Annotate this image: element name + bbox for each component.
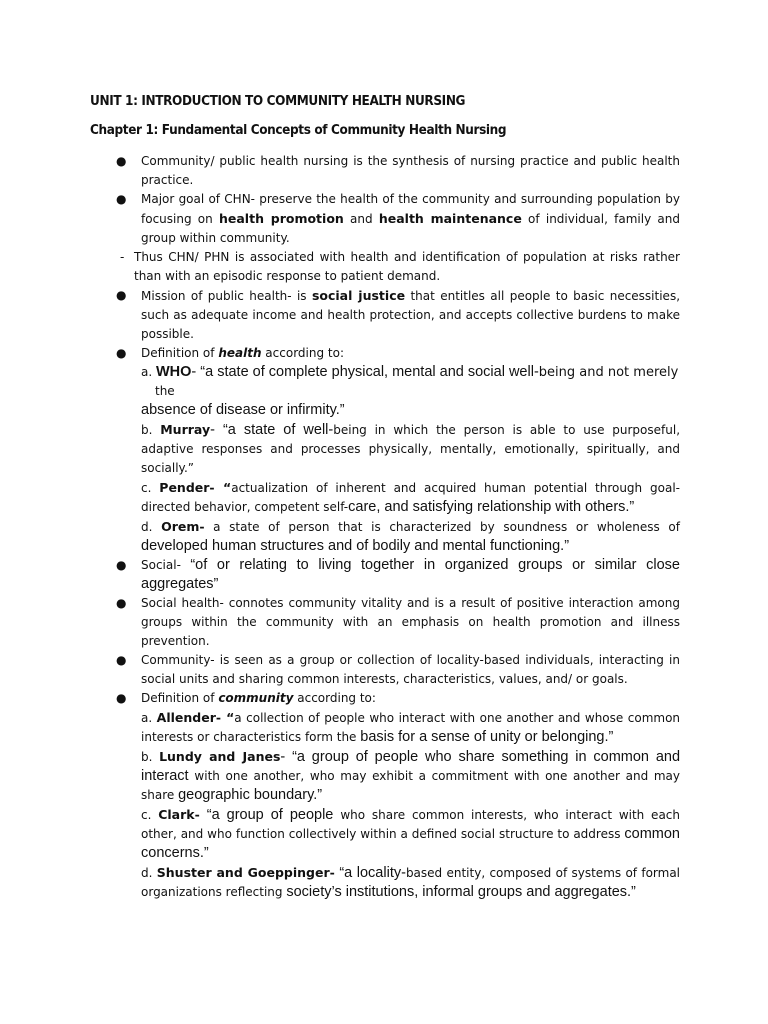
item-text: Social- bbox=[141, 558, 191, 572]
definition-text: developed human structures and of bodily and mental functioning.” bbox=[141, 538, 570, 554]
definition-letter: d. bbox=[141, 520, 162, 534]
bullet-icon: ● bbox=[116, 346, 127, 360]
definition-letter: b. bbox=[141, 750, 160, 764]
item-text: Social health- connotes community vitality and is a result of positive interaction among groups within the community with an emphasis on health promotion and illness prevention. bbox=[141, 596, 680, 648]
highlight-term: health maintenance bbox=[378, 211, 522, 226]
definition-text: absence of disease or infirmity.” bbox=[141, 402, 345, 418]
definition-author: Pender- “ bbox=[159, 480, 232, 495]
definition-text: based entity, composed of systems of formal organizations reflecting bbox=[141, 866, 681, 899]
definition-author: Shuster and Goeppinger- bbox=[156, 865, 335, 880]
definition-text: basis for a sense of unity or belonging.” bbox=[360, 729, 614, 745]
definition-author: Clark- bbox=[158, 807, 200, 822]
item-text: “of or relating to living together in organized groups or similar close aggregates” bbox=[141, 557, 680, 592]
list-item bbox=[116, 651, 680, 689]
list-item bbox=[116, 190, 680, 248]
definition-murray bbox=[116, 420, 680, 478]
definition-text: being and not merely bbox=[538, 365, 679, 380]
item-text: Definition of bbox=[141, 691, 219, 705]
definition-text: society’s institutions, informal groups and aggregates.” bbox=[286, 884, 636, 900]
item-text: according to: bbox=[293, 691, 376, 705]
highlight-term: social justice bbox=[311, 288, 406, 303]
list-item bbox=[116, 248, 680, 286]
list-item bbox=[116, 286, 680, 344]
definition-text: care, and satisfying relationship with others.” bbox=[348, 499, 635, 515]
definition-text: the bbox=[155, 384, 175, 398]
definition-allender bbox=[116, 708, 680, 747]
bullet-icon: ● bbox=[116, 192, 127, 206]
bullet-icon: ● bbox=[116, 154, 127, 168]
definition-author: Lundy and Janes bbox=[159, 749, 281, 764]
bullet-icon: ● bbox=[116, 653, 127, 667]
bullet-icon: ● bbox=[116, 558, 127, 572]
definition-letter: c. bbox=[141, 481, 160, 495]
definition-orem bbox=[116, 517, 680, 556]
bullet-icon: ● bbox=[116, 691, 127, 705]
item-text: and bbox=[343, 212, 379, 226]
chapter-title: Chapter 1: Fundamental Concepts of Community Health Nursing bbox=[90, 123, 507, 138]
item-text: Community- is seen as a group or collection of locality-based individuals, interacting in social units and sharing common interests, characteristics, values, and/ or goals. bbox=[141, 653, 680, 686]
item-text: Community/ public health nursing is the synthesis of nursing practice and public health practice. bbox=[141, 154, 680, 187]
highlight-term: health bbox=[218, 346, 262, 360]
definition-text: who share common interests, who interact with each other, and who function collectively within a defined social structure to address bbox=[141, 808, 680, 841]
list-item bbox=[116, 152, 680, 190]
bullet-icon: ● bbox=[116, 288, 127, 302]
definition-text: actualization of inherent and acquired human potential through goal-directed behavior, competent self- bbox=[141, 481, 680, 514]
definition-text: - “a state of complete physical, mental and social well- bbox=[191, 364, 539, 380]
definition-text: geographic boundary.” bbox=[178, 787, 323, 803]
dash-marker: - bbox=[120, 250, 125, 264]
definition-text: - “a state of well- bbox=[210, 422, 334, 438]
definition-text: a state of person that is characterized by soundness or wholeness of bbox=[204, 520, 680, 534]
definition-text: with one another, who may exhibit a commitment with one another and may share bbox=[141, 769, 680, 802]
definition-text: “a group of people bbox=[199, 807, 341, 823]
definition-clark bbox=[116, 805, 680, 863]
definition-author: Murray bbox=[160, 422, 211, 437]
item-text: that entitles all people to basic necessities, such as adequate income and health protection, and accepts collective burdens to make possible. bbox=[141, 289, 681, 341]
definition-letter: a. bbox=[141, 711, 157, 725]
definition-shuster bbox=[116, 863, 680, 902]
definition-author: WHO bbox=[155, 364, 192, 380]
definition-text: a collection of people who interact with one another and whose common interests or characteristics form the bbox=[141, 711, 681, 744]
document-body bbox=[116, 152, 680, 902]
definition-letter: a. bbox=[141, 365, 156, 379]
item-text: Mission of public health- is bbox=[141, 289, 312, 303]
definition-text: “a locality- bbox=[334, 865, 406, 881]
definition-lundy bbox=[116, 747, 680, 805]
highlight-term: health promotion bbox=[219, 211, 344, 226]
highlight-term: community bbox=[218, 691, 294, 705]
item-text: Major goal of CHN- preserve the health of the community and surrounding population by focusing on bbox=[141, 192, 680, 226]
definition-letter: b. bbox=[141, 423, 161, 437]
item-text: of individual, family and group within community. bbox=[141, 212, 680, 245]
definition-text: common concerns.” bbox=[141, 826, 680, 861]
list-item bbox=[116, 344, 680, 363]
list-item bbox=[116, 594, 680, 651]
definition-pender bbox=[116, 478, 680, 517]
definition-letter: c. bbox=[141, 808, 159, 822]
bullet-icon: ● bbox=[116, 596, 127, 610]
list-item bbox=[116, 689, 680, 708]
item-text: Definition of bbox=[141, 346, 219, 360]
unit-title: UNIT 1: INTRODUCTION TO COMMUNITY HEALTH NURSING bbox=[90, 94, 466, 109]
definition-letter: d. bbox=[141, 866, 157, 880]
list-item bbox=[116, 556, 680, 594]
definition-author: Orem- bbox=[161, 519, 205, 534]
definition-text: - “a group of people who share something in common and interact bbox=[141, 749, 681, 784]
item-text: according to: bbox=[261, 346, 344, 360]
definition-text: being in which the person is able to use purposeful, adaptive responses and processes physically, mentally, emotionally, spiritually, and socially.” bbox=[141, 423, 681, 475]
definition-author: Allender- “ bbox=[156, 710, 235, 725]
definition-who-cont bbox=[116, 401, 680, 420]
item-text: Thus CHN/ PHN is associated with health and identification of population at risks rather than with an episodic response to patient demand. bbox=[134, 250, 680, 283]
definition-who bbox=[116, 363, 680, 401]
